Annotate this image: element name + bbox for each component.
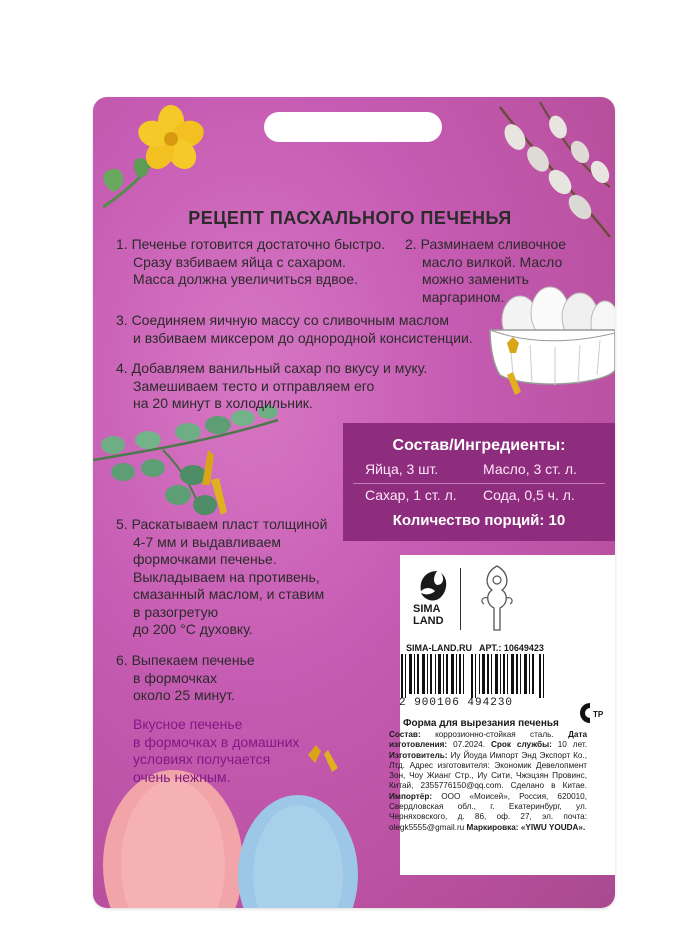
barcode: [399, 654, 551, 698]
step-4-line: Замешиваем тесто и отправляем его: [133, 377, 375, 394]
marking-value: «YIWU YOUDA».: [520, 822, 586, 832]
step-2-line: маргарином.: [422, 288, 505, 305]
composition-label: Состав:: [389, 730, 421, 739]
step-3: [116, 312, 473, 347]
step-5-line: до 200 °С духовку.: [133, 621, 253, 637]
eucalyptus-branch-illustration: [93, 400, 283, 530]
step-4: [116, 360, 427, 413]
ingredient-sugar: Сахар, 1 ст. л.: [365, 487, 457, 503]
ingredients-heading: Состав/Ингредиенты:: [392, 437, 566, 454]
step-1-line: 1. Печенье готовится достаточно быстро.: [116, 236, 386, 252]
step-6: [116, 652, 255, 705]
promo-line: в формочках в домашних: [133, 733, 300, 750]
marking-label: Маркировка:: [466, 822, 519, 832]
svg-text:TP: TP: [593, 710, 604, 719]
step-2: [405, 236, 566, 306]
composition-value: коррозионно-стойкая сталь.: [435, 730, 554, 739]
website-url: SIMA-LAND.RU: [406, 643, 472, 653]
eac-certification-icon: [576, 701, 604, 725]
step-4-line: 4. Добавляем ванильный сахар по вкусу и муку.: [116, 360, 428, 376]
service-life-value: 10 лет.: [557, 740, 587, 750]
recipe-title: РЕЦЕПТ ПАСХАЛЬНОГО ПЕЧЕНЬЯ: [188, 208, 512, 228]
brand-name-line: LAND: [413, 615, 444, 627]
article-number: АРТ.: 10649423: [479, 643, 544, 653]
promo-line: очень нежным.: [133, 768, 231, 785]
step-5: [116, 516, 327, 639]
importer-value: ООО «Моисей», Россия, 620010, Свердловская обл., г. Екатеринбург, ул. Черняховского, д. 86, оф. 27, эл. почта: olegk5555@gmail.ru: [389, 791, 588, 832]
ingredient-butter: Масло, 3 ст. л.: [483, 461, 577, 477]
step-5-line: смазанный маслом, и ставим: [133, 586, 325, 602]
product-name: Форма для вырезания печенья: [403, 718, 559, 729]
brand-name-line: SIMA: [413, 603, 441, 615]
date-value: 07.2024.: [453, 740, 485, 750]
ornament-icon: [476, 562, 518, 634]
date-label: Дата изготовления:: [389, 730, 588, 750]
promo-line: условиях получается: [133, 751, 271, 767]
yellow-flower-illustration: [93, 97, 223, 217]
step-3-line: 3. Соединяем яичную массу со сливочным маслом: [116, 312, 449, 328]
step-5-line: в разогретую: [133, 603, 219, 620]
barcode-number: 2 900106 494230: [399, 697, 514, 709]
promo-line: Вкусное печенье: [133, 716, 243, 732]
promo-text: [133, 716, 299, 786]
ingredient-soda: Сода, 0,5 ч. л.: [483, 487, 575, 503]
importer-label: Импортёр:: [389, 791, 433, 801]
step-2-line: масло вилкой. Масло: [422, 253, 563, 270]
manufacturer-label: Изготовитель:: [389, 750, 448, 760]
service-life-label: Срок службы:: [490, 740, 552, 750]
hang-slot: [264, 112, 442, 142]
step-3-line: и взбиваем миксером до однородной консистенции.: [133, 329, 473, 346]
step-6-line: 6. Выпекаем печенье: [116, 652, 255, 668]
step-1: [116, 236, 385, 289]
brand-divider: [460, 568, 461, 630]
portions-count: Количество порций: 10: [392, 512, 566, 529]
step-5-line: формочками печенье.: [133, 551, 277, 567]
step-2-line: можно заменить: [422, 271, 529, 287]
step-6-line: в формочках: [133, 669, 218, 686]
step-4-line: на 20 минут в холодильник.: [133, 395, 313, 411]
ingredient-eggs: Яйца, 3 шт.: [365, 461, 439, 477]
product-details: [389, 730, 587, 833]
step-5-line: Выкладываем на противень,: [133, 568, 320, 585]
brand-name: [413, 603, 453, 627]
step-5-line: 4-7 мм и выдавливаем: [133, 533, 282, 550]
step-2-line: 2. Разминаем сливочное: [405, 236, 567, 252]
manufacturer-value: Иу Йоуда Импорт Энд Экспорт Ко., Лтд. Адрес изготовителя: Экономик Девелопмент Зон, Чоу Жианг Стр., Иу Сити, Чжэцзян Провинс, Китай, 2355776150@qq.com. Сделано в Китае.: [389, 750, 587, 791]
step-5-line: 5. Раскатываем пласт толщиной: [116, 516, 328, 532]
step-1-line: Масса должна увеличиться вдвое.: [133, 271, 358, 287]
step-1-line: Сразу взбиваем яйца с сахаром.: [133, 253, 346, 270]
step-6-line: около 25 минут.: [133, 687, 235, 703]
ingredients-divider: [353, 483, 605, 484]
